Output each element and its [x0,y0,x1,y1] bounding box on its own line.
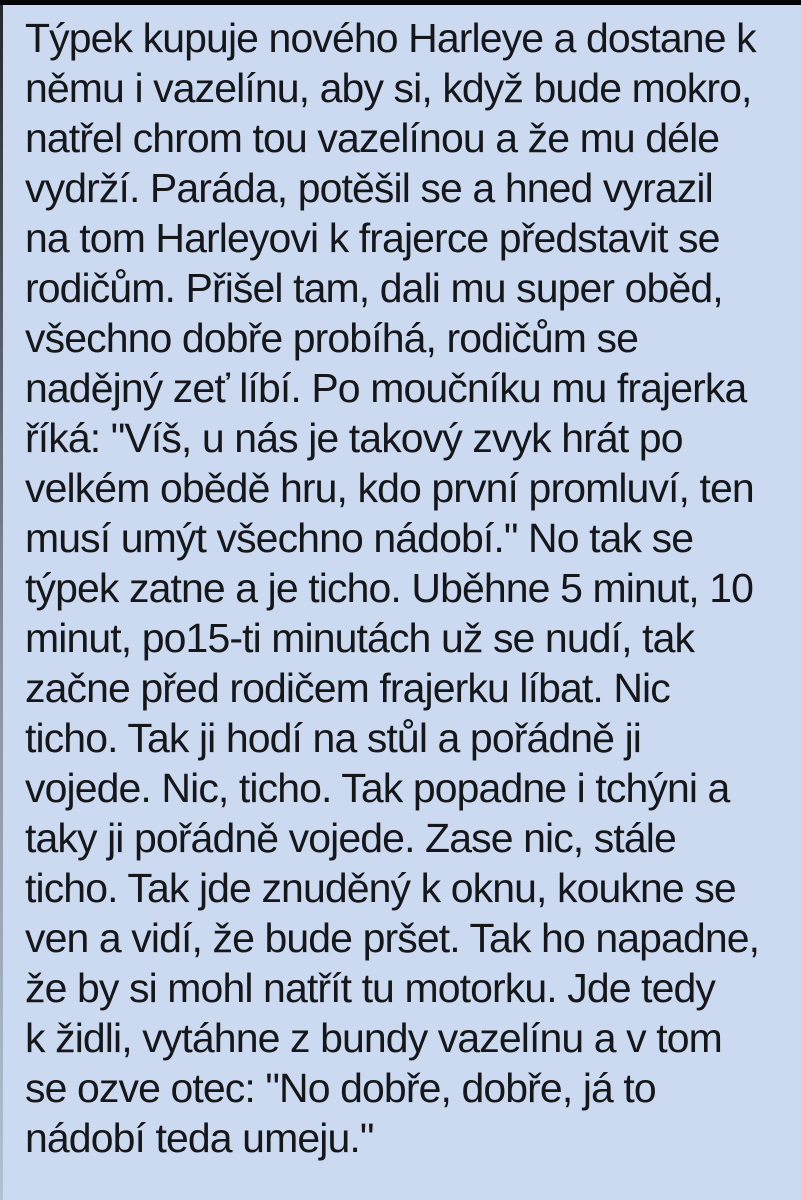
text-line: začne před rodičem frajerku líbat. Nic [25,665,670,711]
text-line: nádobí teda umeju." [25,1115,374,1161]
text-line: ticho. Tak jde znuděný k oknu, koukne se [25,865,736,911]
text-line: se ozve otec: "No dobře, dobře, já to [25,1065,656,1111]
text-line: minut, po15-ti minutách už se nudí, tak [25,615,695,661]
text-line: velkém obědě hru, kdo první promluví, ten [25,465,754,511]
text-line: na tom Harleyovi k frajerce představit se [25,215,720,261]
text-line: týpek zatne a je ticho. Uběhne 5 minut, 10 [25,565,754,611]
text-line: ticho. Tak ji hodí na stůl a pořádně ji [25,715,641,761]
left-edge-bar [0,0,3,1200]
text-line: ven a vidí, že bude pršet. Tak ho napadne, [25,915,760,961]
text-line: rodičům. Přišel tam, dali mu super oběd, [25,265,723,311]
text-line: vojede. Nic, ticho. Tak popadne i tchýni a [25,765,730,811]
text-line: musí umýt všechno nádobí." No tak se [25,515,694,561]
text-line: k židli, vytáhne z bundy vazelínu a v tom [25,1015,722,1061]
text-line: všechno dobře probíhá, rodičům se [25,315,639,361]
text-line: že by si mohl natřít tu motorku. Jde tedy [25,965,716,1011]
top-edge-bar [0,0,801,5]
text-line: vydrží. Paráda, potěšil se a hned vyrazil [25,165,713,211]
text-line: Týpek kupuje nového Harleye a dostane k [25,15,756,61]
text-line: nadějný zeť líbí. Po moučníku mu frajerka [25,365,747,411]
text-line: natřel chrom tou vazelínou a že mu déle [25,115,720,161]
joke-text-block [25,13,789,1163]
text-line: němu i vazelínu, aby si, když bude mokro, [25,65,752,111]
text-line: taky ji pořádně vojede. Zase nic, stále [25,815,676,861]
text-line: říká: "Víš, u nás je takový zvyk hrát po [25,415,683,461]
